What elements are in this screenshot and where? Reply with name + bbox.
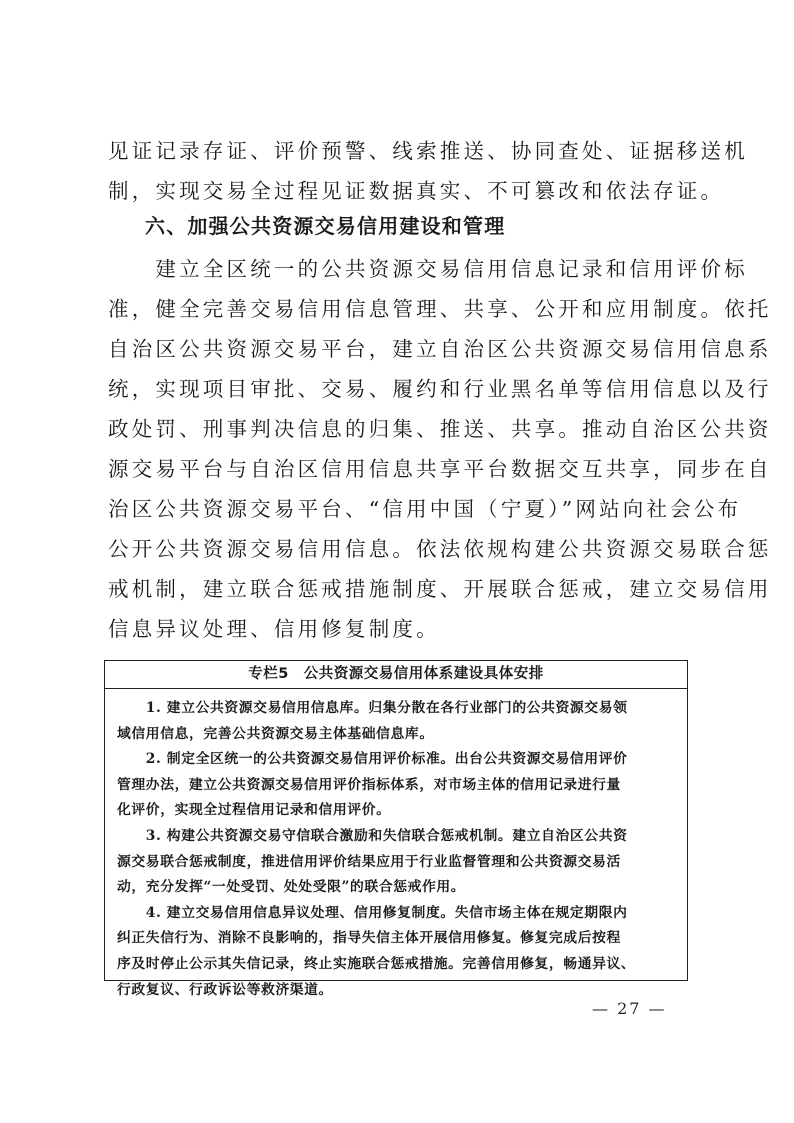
section-paragraph bbox=[108, 249, 772, 649]
box-line: 域信用信息，完善公共资源交易主体基础信息库。 bbox=[117, 725, 434, 742]
paragraph-line: 见证记录存证、评价预警、线索推送、协同查处、证据移送机 bbox=[108, 139, 748, 163]
box-line: 2. 制定全区统一的公共资源交易信用评价标准。出台公共资源交易信用评价 bbox=[117, 751, 628, 768]
paragraph-line: 公开公共资源交易信用信息。依法依规构建公共资源交易联合惩 bbox=[108, 537, 772, 561]
paragraph-line: 源交易平台与自治区信用信息共享平台数据交互共享，同步在自 bbox=[108, 457, 772, 481]
page-number: — 27 — bbox=[592, 999, 667, 1018]
paragraph-line: 政处罚、刑事判决信息的归集、推送、共享。推动自治区公共资 bbox=[108, 417, 772, 441]
box-content bbox=[105, 689, 687, 1003]
box-line: 3. 构建公共资源交易守信联合激励和失信联合惩戒机制。建立自治区公共资 bbox=[117, 827, 628, 844]
section-heading: 六、加强公共资源交易信用建设和管理 bbox=[145, 214, 506, 238]
paragraph-line: 信息异议处理、信用修复制度。 bbox=[108, 617, 440, 641]
box-line: 1. 建立公共资源交易信用信息库。归集分散在各行业部门的公共资源交易领 bbox=[117, 700, 628, 716]
box-line: 序及时停止公示其失信记录，终止实施联合惩戒措施。完善信用修复，畅通异议、 bbox=[117, 955, 636, 972]
paragraph-line: 治区公共资源交易平台、“信用中国（宁夏）”网站向社会公布 bbox=[108, 497, 742, 521]
paragraph-line: 制，实现交易全过程见证数据真实、不可篡改和依法存证。 bbox=[108, 179, 725, 203]
box-line: 行政复议、行政诉讼等救济渠道。 bbox=[117, 981, 333, 998]
box-title: 专栏5 公共资源交易信用体系建设具体安排 bbox=[105, 661, 687, 689]
box-line: 管理办法，建立公共资源交易信用评价指标体系，对市场主体的信用记录进行量 bbox=[117, 776, 621, 793]
paragraph-line: 统，实现项目审批、交易、履约和行业黑名单等信用信息以及行 bbox=[108, 377, 772, 401]
paragraph-line: 戒机制，建立联合惩戒措施制度、开展联合惩戒，建立交易信用 bbox=[108, 577, 772, 601]
box-line: 动，充分发挥“一处受罚、处处受限”的联合惩戒作用。 bbox=[117, 879, 466, 896]
box-line: 纠正失信行为、消除不良影响的，指导失信主体开展信用修复。修复完成后按程 bbox=[117, 930, 621, 947]
paragraph-line: 准，健全完善交易信用信息管理、共享、公开和应用制度。依托 bbox=[108, 297, 772, 321]
paragraph-line: 建立全区统一的公共资源交易信用信息记录和信用评价标 bbox=[108, 257, 748, 281]
continued-paragraph bbox=[108, 131, 748, 211]
box-line: 化评价，实现全过程信用记录和信用评价。 bbox=[117, 802, 391, 819]
paragraph-line: 自治区公共资源交易平台，建立自治区公共资源交易信用信息系 bbox=[108, 337, 772, 361]
special-column-box bbox=[104, 660, 688, 998]
box-line: 4. 建立交易信用信息异议处理、信用修复制度。失信市场主体在规定期限内 bbox=[117, 904, 628, 921]
box-line: 源交易联合惩戒制度，推进信用评价结果应用于行业监督管理和公共资源交易活 bbox=[117, 853, 621, 870]
